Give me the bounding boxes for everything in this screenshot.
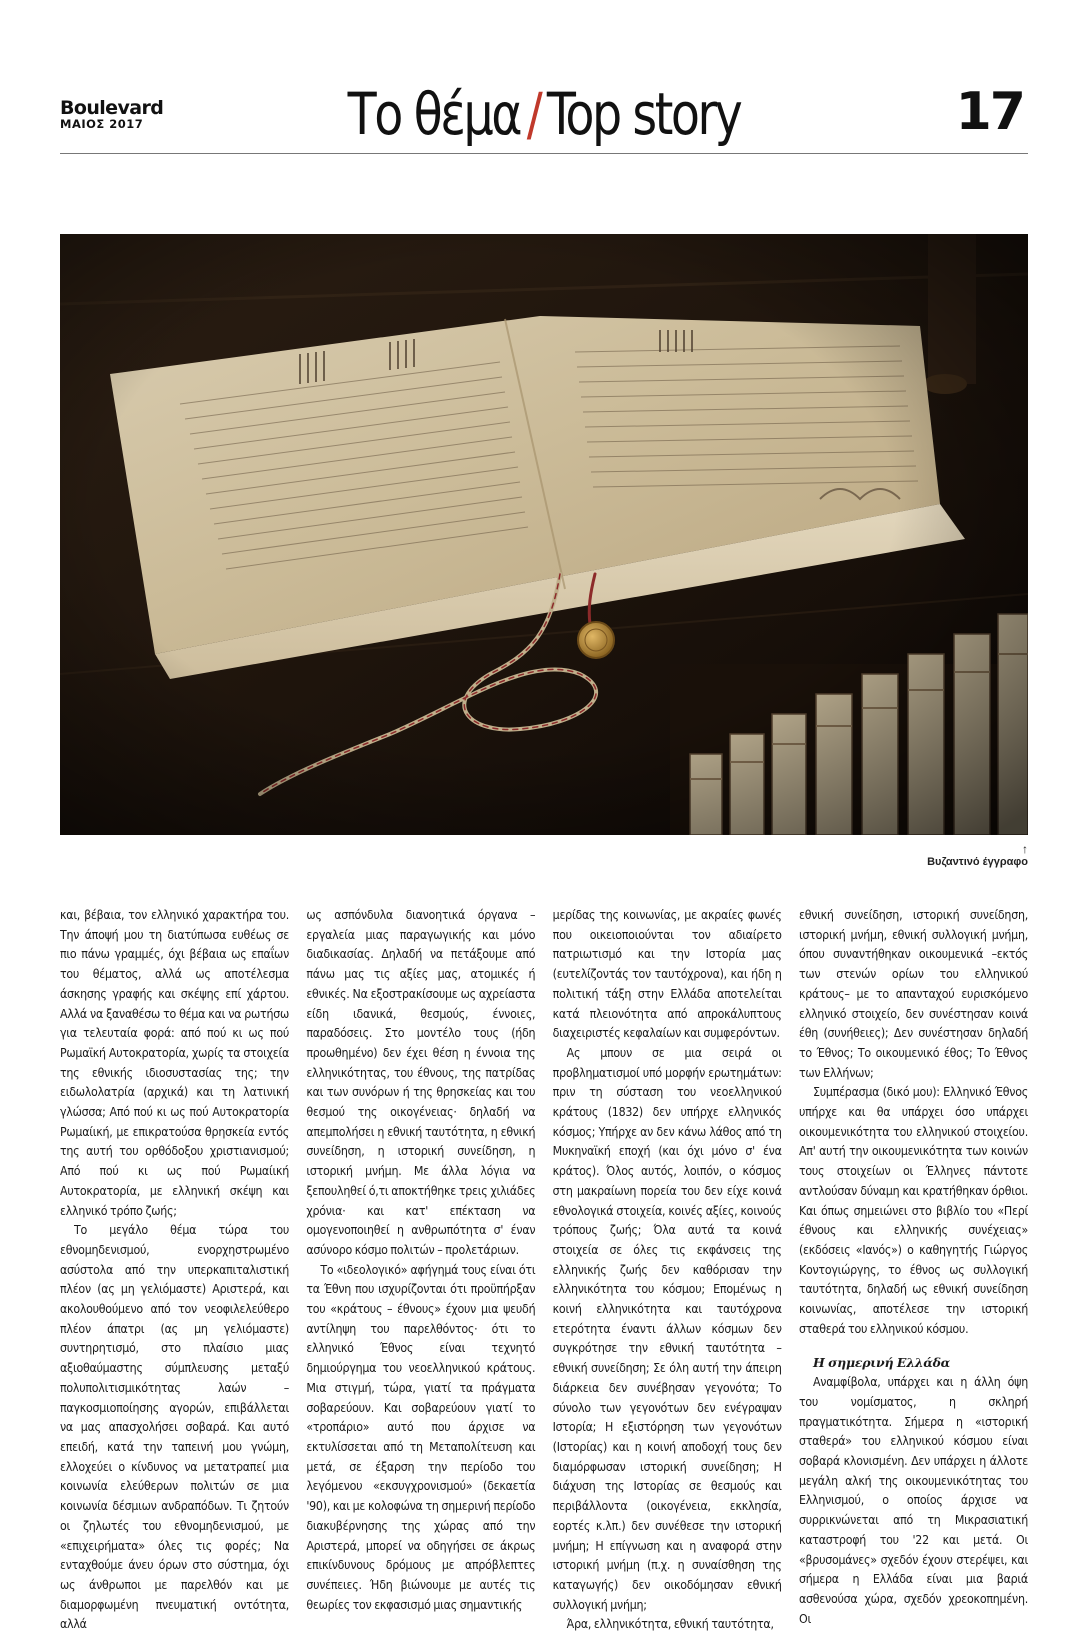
header-divider bbox=[60, 153, 1028, 154]
section-title-greek: Το θέμα bbox=[347, 80, 521, 148]
section-title-english: Top story bbox=[546, 80, 741, 148]
arrow-up-icon: ↑ bbox=[1022, 842, 1028, 856]
page-header bbox=[60, 78, 1028, 154]
paragraph: Αναμφίβολα, υπάρχει και η άλλη όψη του νομίσματος, η σκληρή πραγματικότητα. Σήμερα η «ιστορική σταθερά» του ελληνικού κόσμου είναι σοβαρά κλονισμένη. Δεν υπάρχει η άλλοτε μεγάλη αλκή της οικουμενικότητας του Ελληνισμού, ο οποίος άρχισε να συρρικνώνεται από τη Μικρασιατική καταστροφή του '22 και μετά. Οι «βρυσομάνες» σχεδόν έχουν στερέψει, και σήμερα η Ελλάδα είναι μια βαριά ασθενούσα χώρα, σχεδόν χρεοκοπημένη. Οι bbox=[798, 1375, 1028, 1626]
article-body bbox=[60, 906, 1028, 1632]
issue-date: ΜΑΙΟΣ 2017 bbox=[60, 117, 144, 131]
page-number: 17 bbox=[955, 82, 1024, 142]
article-column-3 bbox=[552, 906, 782, 1632]
section-title bbox=[147, 78, 941, 150]
subheading: Η σημερινή Ελλάδα bbox=[812, 1355, 951, 1371]
paragraph: εθνική συνείδηση, ιστορική συνείδηση, ιστορική μνήμη, εθνική συλλογική μνήμη, όπου συναντήθηκαν οικουμενικά –εκτός των στενών ορίων του ελληνικού κράτους– με το απανταχού ευρισκόμενο ελληνικό στοιχείο, δεν συνέστησαν κοινά έθη (συνήθειες); Δεν συνέστησαν δηλαδή το Έθνος; Το οικουμενικό έθος; Το Έθνος των Ελλήνων; bbox=[798, 908, 1028, 1080]
article-column-2 bbox=[306, 906, 536, 1612]
article-column-4 bbox=[798, 906, 1028, 1626]
paragraph: Άρα, ελληνικότητα, εθνική ταυτότητα, bbox=[566, 1617, 774, 1632]
paragraph: Το «ιδεολογικό» αφήγημά τους είναι ότι τα Έθνη που ισχυρίζονται ότι προϋπήρξαν του «κράτους – έθνους» έχουν μια ψευδή αντίληψη του παρελθόντος· ότι το ελληνικό Έθνος είναι τεχνητό δημιούργημα του νεοελληνικού κράτους. Μια στιγμή, τώρα, γιατί τα πράγματα σοβαρεύουν. Και σοβαρεύουν γιατί το «τροπάριο» αυτό που άρχισε να εκτυλίσσεται από τη Μεταπολίτευση και μετά, σε έξαρση την περίοδο του λεγόμενου «εκσυγχρονισμού» (δεκαετία '90), και με κολοφώνα τη σημερινή περίοδο διακυβέρνησης της χώρας από την Αριστερά, μπορεί να οδηγήσει σε άκρως επικίνδυνους δρόμους με απρόβλεπτες συνέπειες. Ήδη βιώνουμε με αυτές τις θεωρίες τον εκφασισμό μιας σημαντικής bbox=[306, 1262, 536, 1612]
paragraph: και, βέβαια, τον ελληνικό χαρακτήρα του. Την άποψή μου τη διατύπωσα ευθέως σε πιο πάνω γραμμές, όχι βέβαια ως επαΐων του θέματος, αλλά ως αποτέλεσμα άσκησης γραφής και σκέψης επί χάρτου. Αλλά να ξαναθέσω το θέμα και να ρωτήσω για τελευταία φορά: από πού κι ως πού Ρωμαϊκή Αυτοκρατορία, χωρίς τα στοιχεία της εθνικής ιδιοσυστασίας της; την ειδωλολατρία (αρχικά) και τη λατινική γλώσσα; Από πού κι ως πού Αυτοκρατορία Ρωμαίική, με επικρατούσα θρησκεία εντός της αυτή του ορθόδοξου χριστιανισμού; Από πού κι ως πού Ρωμαίική Αυτοκρατορία, με ελληνική σκέψη και ελληνικό τρόπο ζωής; bbox=[60, 908, 289, 1218]
paragraph: ως ασπόνδυλα διανοητικά όργανα – εργαλεία μιας παραγωγικής και μόνο διαδικασίας. Δηλαδή να πετάξουμε από πάνω μας τις αξίες μας, ατομικές ή εθνικές. Να εξοστρακίσουμε ως αχρείαστα είδη ιδανικά, θεσμούς, έννοιες, παραδόσεις. Στο μοντέλο τους (ήδη προωθημένο) δεν έχει θέση η έννοια της ελληνικότητας, του έθνους, της πατρίδας και των συνόρων ή της θρησκείας και του θεσμού της οικογένειας· δηλαδή να απεμπολήσει η εθνική ταυτότητα, η εθνική συνείδηση, η ιστορική συνείδηση, η ιστορική μνήμη. Με άλλα λόγια να ξεπουληθεί ό,τι αποκτήθηκε τρεις χιλιάδες χρόνια· και κατ' επέκταση να ομογενοποιηθεί η ανθρωπότητα σ' έναν ασύνορο κόσμο πολιτών – προλετάριων. bbox=[306, 908, 536, 1257]
caption-text: Βυζαντινό έγγραφο bbox=[927, 856, 1028, 868]
photo-caption bbox=[927, 843, 1028, 869]
paragraph: Συμπέρασμα (δικό μου): Ελληνικό Έθνος υπήρχε και θα υπάρχει όσο υπάρχει οικουμενικότητα του ελληνικού στοιχείου. Απ' αυτή την οικουμενικότητα των κοινών τους στοιχείων οι Έλληνες πάντοτε αντλούσαν δύναμη και κρατήθηκαν όρθιοι. Και όπως σημειώνει στο βιβλίο του «Περί έθνους και ελληνικής συνέχειας» (εκδόσεις «Ιανός») ο καθηγητής Γιώργος Κοντογιώργης, το έθνος ως συλλογική ταυτότητα, δηλαδή ως εθνική συνείδηση κοινωνίας, αποτέλεσε την ιστορική σταθερά του ελληνικού κόσμου. bbox=[798, 1085, 1028, 1336]
article-column-1 bbox=[60, 906, 289, 1632]
byzantine-document-photo bbox=[60, 234, 1028, 835]
section-title-separator: / bbox=[526, 80, 541, 148]
paragraph: Ας μπουν σε μια σειρά οι προβληματισμοί υπό μορφήν ερωτημάτων: πριν τη σύσταση του νεοελληνικού κράτους (1832) δεν υπήρχε ελληνικός κόσμος; Υπήρχε αν δεν κάνω λάθος από τη Μυκηναϊκή εποχή (και όχι μόνο σ' ένα κράτος). Όλος αυτός, λοιπόν, ο κόσμος στη μακραίωνη πορεία του δεν είχε κοινά εθνολογικά στοιχεία, κοινές αξίες, κοινούς τρόπους ζωής; Όλα αυτά τα κοινά στοιχεία σε όλες τις εκφάνσεις της ελληνικής ζωής δεν καθόρισαν την ελληνικότητα του κόσμου; Επομένως η κοινή ελληνικότητα και ταυτόχρονα ετερότητα έναντι άλλων κόσμων δεν συγκρότησε την εθνική ταυτότητα – εθνική συνείδηση; Σε όλη αυτή την άπειρη διάρκεια δεν συνέβησαν γεγονότα; Το σύνολο των γεγονότων δεν ενέγραψαν Ιστορία; Η εξιστόρηση των γεγονότων (Ιστορίας) και η κοινή αποδοχή τους δεν διαμόρφωσαν ιστορική συνείδηση; Η διάχυση της Ιστορίας σε θεσμούς και περιβάλλοντα (οικογένεια, εκκλησία, εορτές κ.λπ.) δεν συνέθεσε την ιστορική μνήμη; Η επίγνωση και η αναφορά στην ιστορική μνήμη (π.χ. η συναίσθηση της καταγωγής) δεν οικοδόμησαν εθνική συλλογική μνήμη; bbox=[552, 1045, 782, 1612]
paragraph: μερίδας της κοινωνίας, με ακραίες φωνές που οικειοποιούνται τον αδιαίρετο πατριωτισμό και την Ιστορία μας (ευτελίζοντάς τον ταυτόχρονα), και ήδη η πολιτική τάξη στην Ελλάδα αποτελείται κατά πλειονότητα από απροκάλυπτους διαχειριστές κεφαλαίων και συμφερόντων. bbox=[552, 908, 782, 1041]
paragraph: Το μεγάλο θέμα τώρα του εθνομηδενισμού, ενορχηστρωμένο ασύστολα από την υπερκαπιταλιστική πλέον (ας μη γελιόμαστε) Αριστερά, και ακολουθούμενο από τον νεοφιλελεύθερο πλέον άπατρι (ας μη γελιόμαστε) συντηρητισμό, στο πλαίσιο μιας αξιοθαύμαστης σύμπλευσης μεταξύ πολυπολιτισμικότητας λαών – παγκοσμιοποίησης αγορών, επιβάλλεται να μας απασχολήσει σοβαρά. Και αυτό επειδή, κατά την ταπεινή μου γνώμη, ελλοχεύει ο κίνδυνος να μετατραπεί μια κοινωνία ελεύθερων πολιτών σε μια κοινωνία δέσμιων ανδραπόδων. Τι ζητούν οι ζηλωτές του εθνομηδενισμού, με «επιχειρήματα» όλες τις φορές; Να ενταχθούμε άνευ όρων στο σύστημα, όχι ως άνθρωποι με παρελθόν και με διαμορφωμένη πνευματική οντότητα, αλλά bbox=[60, 1223, 289, 1632]
magazine-name: Boulevard bbox=[60, 97, 164, 119]
